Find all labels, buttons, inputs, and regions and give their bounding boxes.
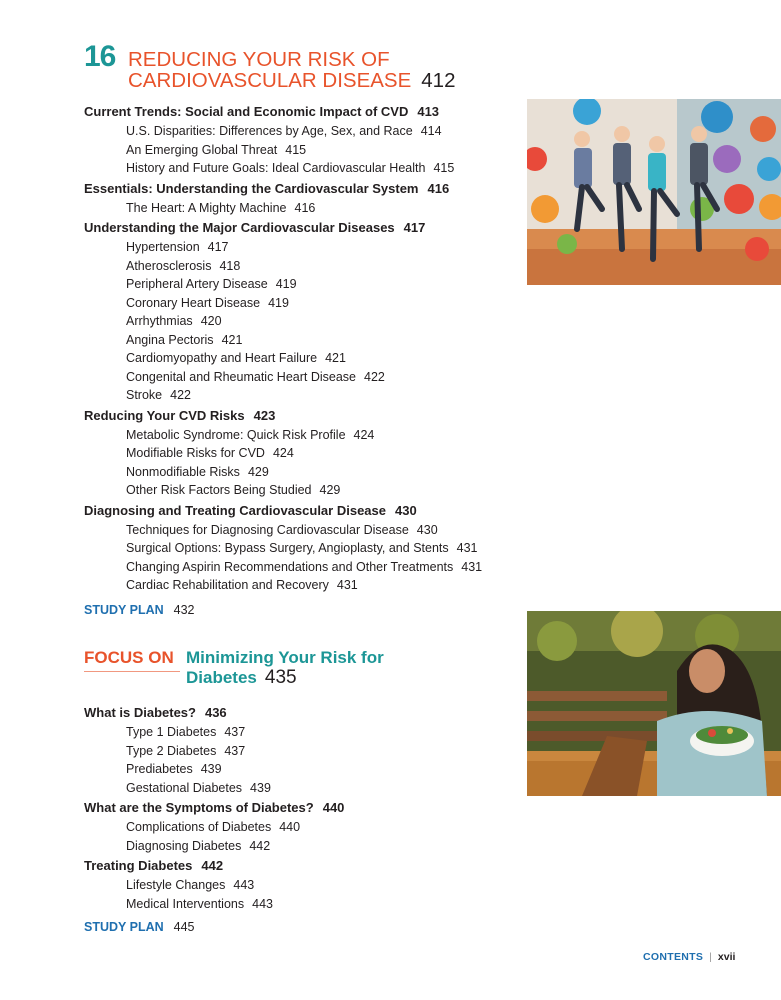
- focus-title-text: Minimizing Your Risk for Diabetes: [186, 648, 384, 687]
- toc-section-page: 417: [403, 220, 426, 235]
- toc-section: [84, 858, 504, 913]
- toc-item-page: 439: [200, 762, 222, 776]
- toc-item-label: Gestational Diabetes: [126, 780, 243, 795]
- toc-item[interactable]: [126, 294, 504, 313]
- toc-item-label: Nonmodifiable Risks: [126, 464, 240, 479]
- toc-item[interactable]: [126, 576, 504, 595]
- toc-section: [84, 408, 504, 500]
- toc-item-list: [126, 426, 504, 500]
- focus-title: [186, 648, 446, 688]
- toc-item-label: Congenital and Rheumatic Heart Disease: [126, 369, 356, 384]
- footer-separator: |: [709, 951, 712, 963]
- toc-item-label: Atherosclerosis: [126, 258, 212, 273]
- toc-item-page: 437: [224, 743, 246, 758]
- toc-item-label: Techniques for Diagnosing Cardiovascular Disease: [126, 522, 409, 537]
- toc-item-list: [126, 521, 504, 595]
- toc-item[interactable]: [126, 723, 504, 742]
- toc-item-page: 422: [170, 388, 191, 402]
- toc-item-label: Arrhythmias: [126, 314, 193, 328]
- toc-item-list: [126, 238, 504, 405]
- toc-item-label: U.S. Disparities: Differences by Age, Sex, and Race: [126, 124, 413, 138]
- toc-item-page: 418: [219, 258, 241, 273]
- toc-item-label: Medical Interventions: [126, 896, 245, 911]
- toc-item-page: 424: [353, 427, 375, 442]
- toc-item-page: 415: [433, 161, 455, 175]
- toc-item[interactable]: [126, 895, 504, 914]
- toc-item-label: Cardiac Rehabilitation and Recovery: [126, 578, 329, 592]
- toc-section-heading[interactable]: [84, 503, 504, 519]
- toc-section: [84, 220, 504, 405]
- toc-section-title: Treating Diabetes: [84, 858, 193, 873]
- toc-item[interactable]: [126, 876, 504, 895]
- toc-item-label: Diagnosing Diabetes: [126, 838, 242, 853]
- toc-section: [84, 503, 504, 595]
- toc-item-label: Complications of Diabetes: [126, 820, 272, 834]
- toc-item[interactable]: [126, 257, 504, 276]
- toc-item[interactable]: [126, 481, 504, 500]
- toc-item-label: Prediabetes: [126, 762, 193, 776]
- chapter-title: [128, 49, 548, 91]
- toc-item-label: The Heart: A Mighty Machine: [126, 200, 287, 215]
- toc-item-page: 437: [224, 725, 246, 739]
- toc-section-heading[interactable]: [84, 104, 504, 120]
- chapter-title-text: REDUCING YOUR RISK OF CARDIOVASCULAR DISEASE: [128, 48, 412, 92]
- toc-section-heading[interactable]: [84, 408, 504, 424]
- toc-item[interactable]: [126, 463, 504, 482]
- toc-item[interactable]: [126, 159, 504, 178]
- toc-section-page: 436: [204, 705, 227, 720]
- toc-item-page: 419: [268, 295, 289, 310]
- toc-item[interactable]: [126, 426, 504, 445]
- toc-item-label: Angina Pectoris: [126, 332, 214, 347]
- toc-item-list: [126, 876, 504, 913]
- chapter-page: 412: [421, 69, 456, 92]
- toc-section-heading[interactable]: [84, 705, 504, 721]
- toc-section-heading[interactable]: [84, 220, 504, 236]
- toc-item[interactable]: [126, 444, 504, 463]
- toc-item-label: Peripheral Artery Disease: [126, 277, 268, 291]
- toc-item-label: Coronary Heart Disease: [126, 295, 261, 310]
- toc-item-page: 424: [272, 446, 294, 460]
- toc-item-label: History and Future Goals: Ideal Cardiovascular Health: [126, 161, 426, 175]
- toc-section-heading[interactable]: [84, 858, 504, 874]
- toc-section-title: Diagnosing and Treating Cardiovascular Disease: [84, 502, 386, 518]
- toc-item[interactable]: [126, 141, 504, 160]
- toc-item[interactable]: [126, 122, 504, 141]
- toc-item-page: 429: [319, 483, 341, 497]
- chapter-number: 16: [84, 40, 116, 73]
- toc-item[interactable]: [126, 199, 504, 218]
- toc-section: [84, 181, 504, 218]
- toc-item-label: Lifestyle Changes: [126, 878, 226, 892]
- toc-item-page: 421: [221, 332, 243, 347]
- focus-toc: [84, 705, 504, 916]
- toc-section: [84, 705, 504, 797]
- toc-item-page: 417: [207, 240, 229, 254]
- footer-page-number: xvii: [717, 951, 736, 963]
- toc-item-page: 439: [250, 780, 271, 795]
- toc-item-label: Stroke: [126, 388, 163, 402]
- chapter-study-plan[interactable]: [84, 603, 195, 617]
- toc-section-title: Reducing Your CVD Risks: [84, 407, 245, 423]
- focus-rule: [84, 671, 180, 672]
- toc-section-title: What is Diabetes?: [84, 705, 196, 720]
- toc-section-title: Understanding the Major Cardiovascular Diseases: [84, 220, 395, 235]
- toc-item-label: Surgical Options: Bypass Surgery, Angioplasty, and Stents: [126, 541, 449, 555]
- toc-item-label: Changing Aspirin Recommendations and Other Treatments: [126, 559, 454, 574]
- toc-section-page: 440: [322, 800, 345, 815]
- focus-label: FOCUS ON: [84, 648, 174, 667]
- focus-page: 435: [264, 667, 297, 688]
- page-footer: [643, 951, 735, 963]
- toc-item-page: 422: [364, 369, 385, 384]
- toc-section-page: 442: [201, 858, 224, 873]
- toc-item-page: 420: [200, 314, 222, 328]
- toc-item[interactable]: [126, 312, 504, 331]
- toc-item[interactable]: [126, 539, 504, 558]
- toc-item[interactable]: [126, 558, 504, 577]
- fitness-class-photo: [527, 99, 781, 285]
- toc-item-label: An Emerging Global Threat: [126, 142, 278, 157]
- study-plan-label: STUDY PLAN: [84, 603, 164, 617]
- toc-section-title: Essentials: Understanding the Cardiovascular System: [84, 180, 419, 196]
- toc-section-heading[interactable]: [84, 181, 504, 197]
- toc-item[interactable]: [126, 331, 504, 350]
- toc-item-list: [126, 723, 504, 797]
- toc-section-heading[interactable]: [84, 800, 504, 816]
- toc-item-label: Modifiable Risks for CVD: [126, 446, 265, 460]
- toc-item-page: 415: [285, 142, 307, 157]
- toc-item[interactable]: [126, 386, 504, 405]
- toc-item[interactable]: [126, 368, 504, 387]
- toc-section-page: 430: [394, 502, 417, 518]
- toc-item[interactable]: [126, 238, 504, 257]
- toc-item[interactable]: [126, 521, 504, 540]
- toc-item-label: Type 1 Diabetes: [126, 725, 217, 739]
- toc-item-page: 429: [247, 464, 269, 479]
- toc-item-label: Cardiomyopathy and Heart Failure: [126, 351, 318, 365]
- toc-item-list: [126, 818, 504, 855]
- toc-item[interactable]: [126, 818, 504, 837]
- toc-section: [84, 104, 504, 178]
- toc-item-page: 414: [420, 124, 442, 138]
- toc-item-label: Hypertension: [126, 240, 200, 254]
- toc-item-page: 443: [252, 896, 273, 911]
- toc-item[interactable]: [126, 275, 504, 294]
- toc-item-page: 421: [325, 351, 346, 365]
- toc-item-label: Other Risk Factors Being Studied: [126, 483, 312, 497]
- footer-label: CONTENTS: [643, 951, 704, 963]
- toc-item-list: [126, 122, 504, 178]
- toc-section-title: What are the Symptoms of Diabetes?: [84, 800, 314, 815]
- toc-item-page: 419: [275, 277, 297, 291]
- toc-item-page: 416: [294, 200, 316, 215]
- toc-item[interactable]: [126, 837, 504, 856]
- toc-item[interactable]: [126, 760, 504, 779]
- study-plan-page: 445: [173, 920, 195, 934]
- toc-section: [84, 800, 504, 855]
- chapter-toc: [84, 104, 504, 598]
- toc-section-page: 423: [253, 407, 276, 423]
- focus-study-plan[interactable]: [84, 920, 195, 934]
- toc-section-page: 416: [427, 180, 450, 196]
- study-plan-page: 432: [173, 603, 195, 617]
- toc-item-page: 430: [416, 522, 438, 537]
- toc-item-page: 443: [233, 878, 255, 892]
- toc-item[interactable]: [126, 742, 504, 761]
- toc-item-page: 431: [461, 559, 483, 574]
- toc-item-label: Metabolic Syndrome: Quick Risk Profile: [126, 427, 346, 442]
- toc-section-page: 413: [417, 104, 440, 119]
- salad-woman-photo: [527, 611, 781, 796]
- study-plan-label: STUDY PLAN: [84, 920, 164, 934]
- toc-item-page: 440: [279, 820, 301, 834]
- toc-item-page: 442: [249, 838, 271, 853]
- toc-item-page: 431: [336, 578, 358, 592]
- toc-item[interactable]: [126, 779, 504, 798]
- toc-item[interactable]: [126, 349, 504, 368]
- toc-section-title: Current Trends: Social and Economic Impact of CVD: [84, 104, 409, 119]
- toc-item-page: 431: [456, 541, 478, 555]
- toc-item-list: [126, 199, 504, 218]
- toc-item-label: Type 2 Diabetes: [126, 743, 217, 758]
